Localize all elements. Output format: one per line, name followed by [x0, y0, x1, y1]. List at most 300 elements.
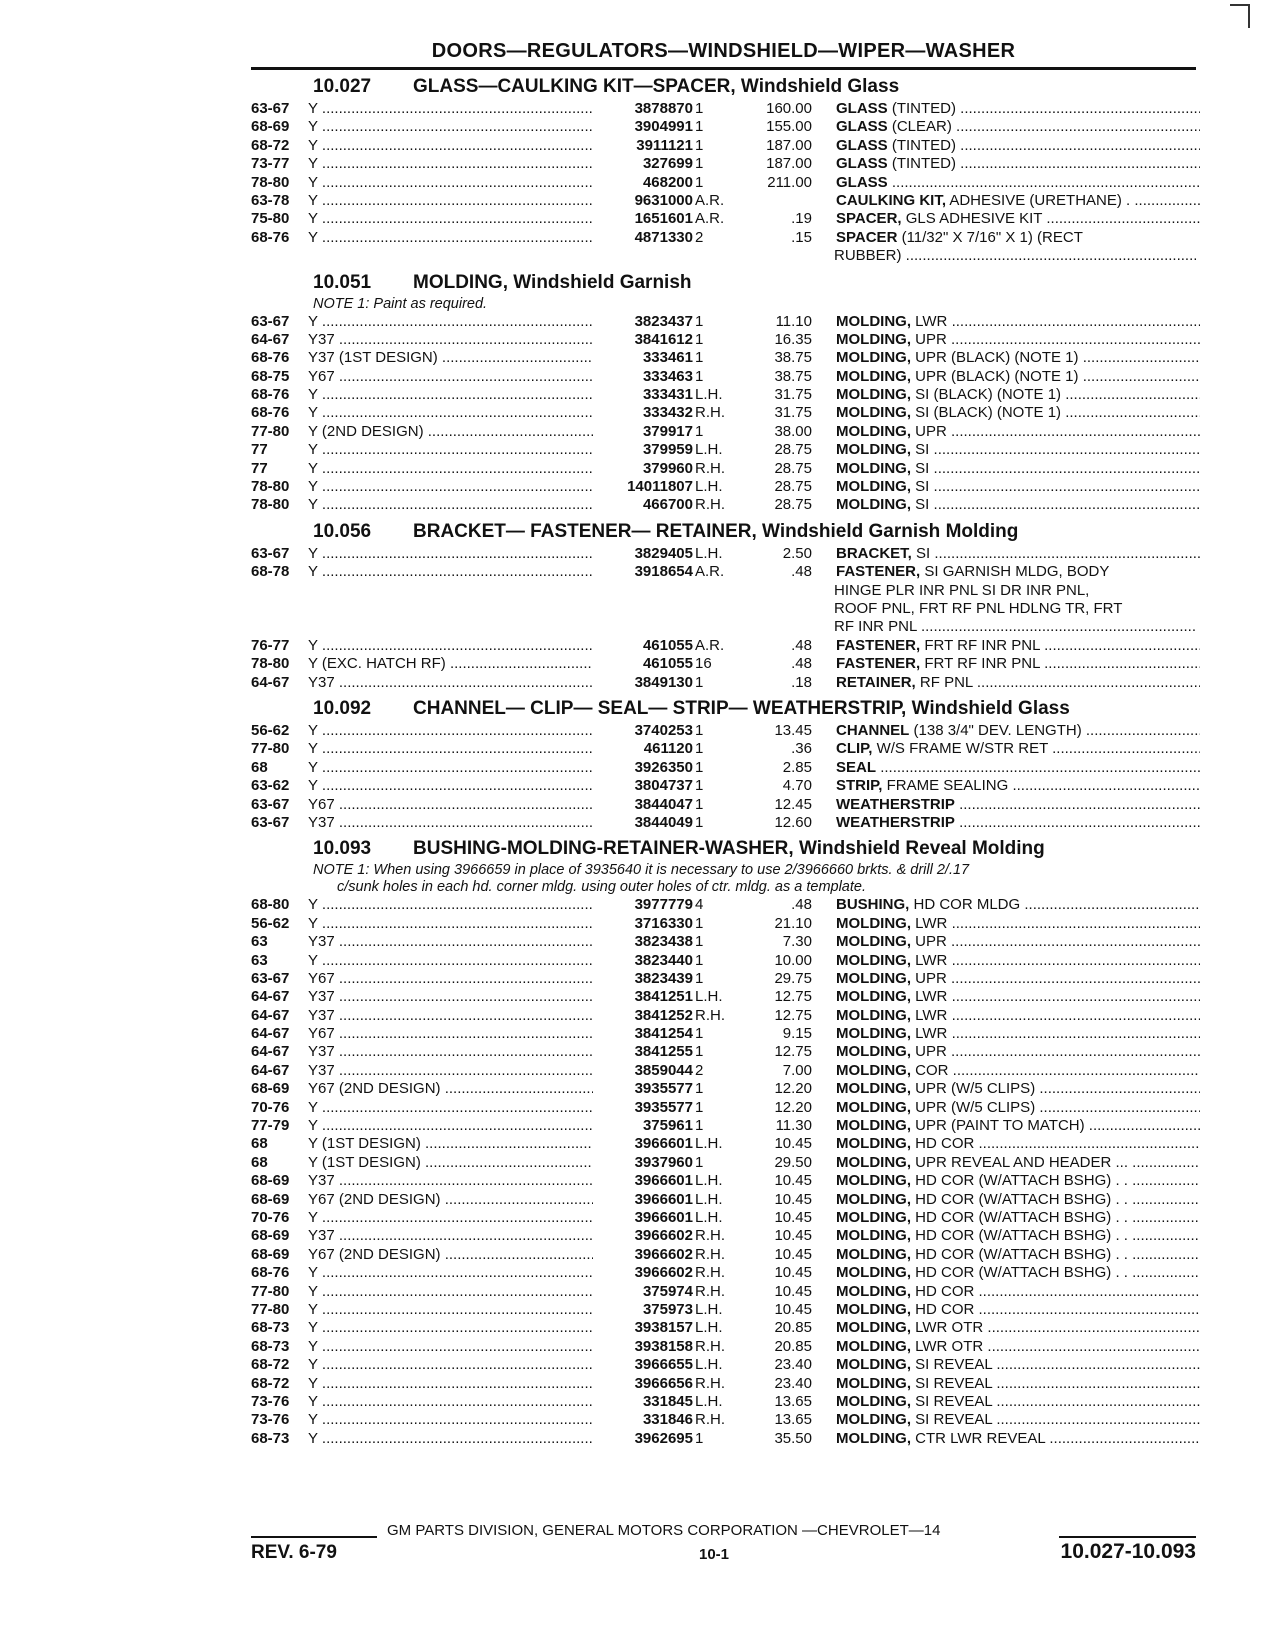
model-cell — [308, 496, 593, 514]
description-detail: (TINTED) — [891, 155, 957, 173]
quantity: 1 — [695, 1098, 704, 1116]
description-keyword: MOLDING, — [836, 1300, 911, 1318]
part-number: 3966602 — [634, 1245, 693, 1263]
quantity: 1 — [695, 673, 704, 691]
footer-rule-right — [1059, 1536, 1196, 1538]
description-detail: HD COR — [915, 1300, 975, 1318]
description-keyword: MOLDING, — [836, 1208, 911, 1226]
description-keyword: STRIP, — [836, 777, 883, 795]
model-code: Y37 — [308, 1061, 335, 1079]
quantity: 1 — [695, 1153, 704, 1171]
description — [812, 796, 1200, 814]
quantity: L.H. — [695, 1190, 723, 1208]
quantity: 1 — [695, 1117, 704, 1135]
year-range: 77-80 — [251, 1282, 290, 1300]
section-number: 10.092 — [313, 698, 372, 719]
model-cell — [308, 1025, 593, 1043]
part-row — [251, 1025, 1196, 1043]
part-row — [251, 777, 1196, 795]
model-cell — [308, 896, 593, 914]
section-number: 10.093 — [313, 838, 372, 860]
quantity: L.H. — [695, 1300, 723, 1318]
description-keyword: RETAINER, — [836, 673, 916, 691]
section-note — [251, 862, 1196, 896]
part-number: 3966601 — [634, 1208, 693, 1226]
model-code: Y — [308, 478, 318, 496]
part-number: 3935577 — [634, 1098, 693, 1116]
price: 12.20 — [774, 1080, 812, 1098]
part-number: 333463 — [642, 367, 693, 385]
section-name: BUSHING-MOLDING-RETAINER-WASHER, Windshield Reveal Molding — [413, 838, 1045, 860]
description-keyword: MOLDING, — [836, 1098, 911, 1116]
description-detail: SI — [915, 441, 930, 459]
description-detail: FRT RF INR PNL — [924, 636, 1040, 654]
model-code: Y37 — [308, 988, 335, 1006]
quantity: L.H. — [695, 1208, 723, 1226]
year-range: 68-76 — [251, 1264, 290, 1282]
model-code: Y37 — [308, 1006, 335, 1024]
description — [812, 1411, 1200, 1429]
quantity: 1 — [695, 136, 704, 154]
quantity: 1 — [695, 777, 704, 795]
price: 16.35 — [774, 330, 812, 348]
quantity: 1 — [695, 1025, 704, 1043]
description-detail: (CLEAR) — [891, 118, 952, 136]
description-detail: FRAME SEALING — [886, 777, 1009, 795]
description — [812, 192, 1200, 210]
quantity: L.H. — [695, 544, 723, 562]
part-number: 3966601 — [634, 1190, 693, 1208]
model-cell — [308, 545, 593, 563]
price: 28.75 — [774, 496, 812, 514]
part-row — [251, 637, 1196, 655]
quantity: L.H. — [695, 988, 723, 1006]
part-row — [251, 460, 1196, 478]
description — [812, 722, 1200, 740]
model-code: Y67 (2ND DESIGN) — [308, 1245, 441, 1263]
price: 29.75 — [774, 969, 812, 987]
description — [812, 740, 1200, 758]
description — [812, 777, 1200, 795]
description-keyword: MOLDING, — [836, 1061, 911, 1079]
quantity: A.R. — [695, 563, 725, 581]
description-detail: HD COR — [915, 1135, 975, 1153]
quantity: 2 — [695, 1061, 704, 1079]
part-row — [251, 1007, 1196, 1025]
description-keyword: MOLDING, — [836, 1172, 911, 1190]
part-row — [251, 192, 1196, 210]
part-row — [251, 155, 1196, 173]
description-keyword: MOLDING, — [836, 969, 911, 987]
model-code: Y — [308, 100, 318, 117]
year-range: 68 — [251, 1153, 268, 1171]
part-row — [251, 655, 1196, 673]
part-number: 3823437 — [634, 312, 693, 330]
description-keyword: GLASS — [836, 155, 888, 173]
description — [812, 1264, 1200, 1282]
year-range: 68-69 — [251, 1245, 290, 1263]
quantity: L.H. — [695, 441, 723, 459]
price: 20.85 — [774, 1337, 812, 1355]
part-row — [251, 796, 1196, 814]
description-keyword: MOLDING, — [836, 404, 911, 422]
quantity: 1 — [695, 1080, 704, 1098]
part-row — [251, 1393, 1196, 1411]
price: 12.75 — [774, 988, 812, 1006]
model-cell — [308, 814, 593, 832]
model-code: Y — [308, 758, 318, 776]
year-range: 78-80 — [251, 173, 290, 191]
price: 28.75 — [774, 459, 812, 477]
description — [812, 423, 1200, 441]
description — [812, 118, 1200, 136]
description-detail: (TINTED) — [891, 100, 957, 117]
part-row — [251, 988, 1196, 1006]
description — [812, 1209, 1200, 1227]
description-keyword: SPACER, — [836, 210, 902, 228]
description-keyword: MOLDING, — [836, 1190, 911, 1208]
description-keyword: MOLDING, — [836, 1374, 911, 1392]
description-detail: SI REVEAL — [915, 1356, 993, 1374]
description-detail: HD COR MLDG — [913, 896, 1021, 914]
part-row — [251, 137, 1196, 155]
description-detail: GLS ADHESIVE KIT — [905, 210, 1043, 228]
model-code: Y — [308, 1264, 318, 1282]
price: 35.50 — [774, 1429, 812, 1447]
quantity: 1 — [695, 722, 704, 739]
description-detail: (138 3/4" DEV. LENGTH) — [913, 722, 1082, 739]
description — [812, 545, 1200, 563]
model-cell — [308, 229, 593, 247]
description-detail: LWR OTR — [915, 1337, 984, 1355]
quantity: 1 — [695, 330, 704, 348]
price: .15 — [791, 228, 812, 246]
description-keyword: MOLDING, — [836, 441, 911, 459]
section-number: 10.051 — [313, 271, 372, 293]
description-detail: HD COR (W/ATTACH BSHG) . . — [915, 1172, 1128, 1190]
description — [812, 1154, 1200, 1172]
description — [812, 1191, 1200, 1209]
price: .48 — [791, 563, 812, 581]
description-keyword: MOLDING, — [836, 951, 911, 969]
part-number: 3841252 — [634, 1006, 693, 1024]
description-detail: UPR — [915, 969, 947, 987]
part-row — [251, 1117, 1196, 1135]
description — [812, 970, 1200, 988]
model-cell — [308, 1338, 593, 1356]
model-code: Y (1ST DESIGN) — [308, 1153, 421, 1171]
year-range: 68-76 — [251, 349, 290, 367]
price: 187.00 — [766, 136, 812, 154]
year-range: 68-75 — [251, 367, 290, 385]
part-row — [251, 386, 1196, 404]
description-detail: HD COR (W/ATTACH BSHG) . . — [915, 1245, 1128, 1263]
part-number: 4871330 — [634, 228, 693, 246]
quantity: 1 — [695, 933, 704, 951]
model-code: Y — [308, 1208, 318, 1226]
description — [812, 100, 1200, 118]
price: 28.75 — [774, 441, 812, 459]
model-cell — [308, 988, 593, 1006]
model-cell — [308, 1283, 593, 1301]
part-number: 331846 — [642, 1411, 693, 1429]
description — [812, 952, 1200, 970]
part-number: 327699 — [642, 155, 693, 173]
description-continuation — [251, 582, 1196, 600]
year-range: 68-76 — [251, 228, 290, 246]
part-number: 3844049 — [634, 813, 693, 831]
section-range: 10.027-10.093 — [1060, 1540, 1196, 1563]
description-detail: HD COR (W/ATTACH BSHG) . . — [915, 1264, 1128, 1282]
section-10-093 — [251, 838, 1196, 1448]
quantity: L.H. — [695, 1356, 723, 1374]
quantity: 1 — [695, 100, 704, 117]
part-row — [251, 722, 1196, 740]
price: 13.45 — [774, 722, 812, 739]
model-cell — [308, 1319, 593, 1337]
part-row — [251, 1338, 1196, 1356]
model-code: Y — [308, 1300, 318, 1318]
price: 31.75 — [774, 404, 812, 422]
price: 38.75 — [774, 367, 812, 385]
description-keyword: FASTENER, — [836, 655, 921, 673]
model-code: Y — [308, 1356, 318, 1374]
year-range: 68-72 — [251, 1356, 290, 1374]
model-code: Y (EXC. HATCH RF) — [308, 655, 446, 673]
quantity: R.H. — [695, 496, 725, 514]
part-row — [251, 1080, 1196, 1098]
parts-sections — [251, 76, 1196, 1448]
part-row — [251, 1283, 1196, 1301]
description — [812, 404, 1200, 422]
quantity: 1 — [695, 367, 704, 385]
quantity: L.H. — [695, 1319, 723, 1337]
price: 4.70 — [782, 777, 812, 795]
part-row — [251, 1154, 1196, 1172]
model-cell — [308, 740, 593, 758]
model-cell — [308, 386, 593, 404]
model-code: Y67 — [308, 969, 335, 987]
part-row — [251, 674, 1196, 692]
description-keyword: FASTENER, — [836, 636, 921, 654]
description-detail: UPR — [915, 1043, 947, 1061]
description-keyword: CHANNEL — [836, 722, 910, 739]
model-code: Y — [308, 459, 318, 477]
description — [812, 155, 1200, 173]
description-detail: LWR OTR — [915, 1319, 984, 1337]
section-title — [251, 272, 1196, 294]
part-number: 3911121 — [636, 136, 693, 154]
year-range: 68-72 — [251, 136, 290, 154]
page-title: DOORS—REGULATORS—WINDSHIELD—WIPER—WASHER — [251, 40, 1196, 70]
part-row — [251, 1062, 1196, 1080]
description — [812, 1319, 1200, 1337]
description — [812, 759, 1200, 777]
year-range: 68-78 — [251, 563, 290, 581]
description — [812, 331, 1200, 349]
year-range: 68-73 — [251, 1429, 290, 1447]
continuation-text: RUBBER) — [834, 247, 902, 265]
part-number: 3841254 — [634, 1025, 693, 1043]
model-code: Y — [308, 1319, 318, 1337]
description — [812, 1375, 1200, 1393]
description-detail: UPR (W/5 CLIPS) — [915, 1098, 1036, 1116]
description-keyword: MOLDING, — [836, 1153, 911, 1171]
quantity: R.H. — [695, 1374, 725, 1392]
model-cell — [308, 1301, 593, 1319]
description-detail: SI — [915, 459, 930, 477]
model-cell — [308, 1264, 593, 1282]
description — [812, 1117, 1200, 1135]
description-detail: LWR — [915, 312, 948, 330]
part-row — [251, 496, 1196, 514]
part-number: 3938157 — [634, 1319, 693, 1337]
model-cell — [308, 952, 593, 970]
description — [812, 174, 1200, 192]
description — [812, 896, 1200, 914]
model-code: Y — [308, 136, 318, 154]
description-keyword: MOLDING, — [836, 330, 911, 348]
price: 12.45 — [774, 795, 812, 813]
part-number: 3823439 — [634, 969, 693, 987]
quantity: L.H. — [695, 1135, 723, 1153]
model-cell — [308, 1154, 593, 1172]
description-keyword: MOLDING, — [836, 988, 911, 1006]
model-cell — [308, 1393, 593, 1411]
part-number: 3859044 — [634, 1061, 693, 1079]
description-detail: LWR — [915, 951, 948, 969]
description-keyword: SEAL — [836, 758, 877, 776]
quantity: 1 — [695, 740, 704, 758]
model-code: Y — [308, 210, 318, 228]
quantity: L.H. — [695, 1392, 723, 1410]
description-keyword: WEATHERSTRIP — [836, 795, 955, 813]
description — [812, 496, 1200, 514]
model-code: Y — [308, 740, 318, 758]
description-keyword: CLIP, — [836, 740, 873, 758]
price: 10.45 — [774, 1208, 812, 1226]
description — [812, 1246, 1200, 1264]
price: .48 — [791, 636, 812, 654]
model-code: Y67 — [308, 367, 335, 385]
part-row — [251, 174, 1196, 192]
price: 10.45 — [774, 1135, 812, 1153]
description-keyword: GLASS — [836, 136, 888, 154]
model-code: Y67 — [308, 795, 335, 813]
quantity: L.H. — [695, 386, 723, 404]
model-cell — [308, 313, 593, 331]
price: 12.75 — [774, 1006, 812, 1024]
price: 38.00 — [774, 422, 812, 440]
year-range: 73-76 — [251, 1411, 290, 1429]
part-row — [251, 1227, 1196, 1245]
description-detail: SI (BLACK) (NOTE 1) — [915, 386, 1062, 404]
quantity: R.H. — [695, 459, 725, 477]
part-number: 3878870 — [634, 100, 693, 117]
model-cell — [308, 1043, 593, 1061]
part-row — [251, 1099, 1196, 1117]
description-keyword: MOLDING, — [836, 367, 911, 385]
price: 155.00 — [766, 118, 812, 136]
year-range: 77 — [251, 459, 268, 477]
part-row — [251, 1301, 1196, 1319]
continuation-text: ROOF PNL, FRT RF PNL HDLNG TR, FRT — [834, 600, 1123, 618]
model-code: Y — [308, 191, 318, 209]
model-cell — [308, 655, 593, 673]
model-cell — [308, 460, 593, 478]
year-range: 68-72 — [251, 1374, 290, 1392]
part-row — [251, 441, 1196, 459]
description-detail: HD COR (W/ATTACH BSHG) . . — [915, 1208, 1128, 1226]
description-detail: ADHESIVE (URETHANE) . — [949, 191, 1131, 209]
description — [812, 1135, 1200, 1153]
note-text: NOTE 1: Paint as required. — [313, 295, 488, 312]
part-row — [251, 1191, 1196, 1209]
model-cell — [308, 1430, 593, 1448]
part-row — [251, 1411, 1196, 1429]
quantity: R.H. — [695, 404, 725, 422]
description-detail: UPR (PAINT TO MATCH) — [915, 1117, 1085, 1135]
description-keyword: MOLDING, — [836, 1080, 911, 1098]
price: 11.30 — [775, 1117, 812, 1135]
year-range: 63-67 — [251, 813, 290, 831]
model-code: Y — [308, 563, 318, 581]
section-note — [251, 296, 1196, 313]
quantity: L.H. — [695, 1172, 723, 1190]
description-detail: UPR — [915, 330, 947, 348]
part-row — [251, 100, 1196, 118]
part-number: 331845 — [642, 1392, 693, 1410]
model-code: Y37 (1ST DESIGN) — [308, 349, 438, 367]
price: 187.00 — [766, 155, 812, 173]
year-range: 63-62 — [251, 777, 290, 795]
description-detail: HD COR (W/ATTACH BSHG) . . — [915, 1227, 1128, 1245]
description-keyword: MOLDING, — [836, 1006, 911, 1024]
model-cell — [308, 970, 593, 988]
description-detail: UPR (W/5 CLIPS) — [915, 1080, 1036, 1098]
continuation-text: RF INR PNL — [834, 618, 917, 636]
year-range: 64-67 — [251, 673, 290, 691]
part-number: 3935577 — [634, 1080, 693, 1098]
description-keyword: MOLDING, — [836, 1227, 911, 1245]
description — [812, 368, 1200, 386]
model-cell — [308, 1172, 593, 1190]
description — [812, 674, 1200, 692]
model-code: Y — [308, 777, 318, 795]
model-cell — [308, 1117, 593, 1135]
model-cell — [308, 349, 593, 367]
description — [812, 1007, 1200, 1025]
part-row — [251, 423, 1196, 441]
price: 13.65 — [774, 1392, 812, 1410]
model-cell — [308, 796, 593, 814]
description-keyword: MOLDING, — [836, 349, 911, 367]
description — [812, 1301, 1200, 1319]
section-10-051 — [251, 272, 1196, 515]
year-range: 63-67 — [251, 969, 290, 987]
quantity: 1 — [695, 349, 704, 367]
section-name: CHANNEL— CLIP— SEAL— STRIP— WEATHERSTRIP, Windshield Glass — [413, 698, 1070, 719]
part-number: 3937960 — [634, 1153, 693, 1171]
part-row — [251, 210, 1196, 228]
model-code: Y — [308, 312, 318, 330]
description-detail: FRT RF INR PNL — [924, 655, 1040, 673]
price: 7.30 — [782, 933, 812, 951]
description-keyword: GLASS — [836, 118, 888, 136]
part-number: 3966601 — [634, 1135, 693, 1153]
description-detail: SI — [916, 544, 931, 562]
description-detail: SI GARNISH MLDG, BODY — [924, 563, 1110, 581]
